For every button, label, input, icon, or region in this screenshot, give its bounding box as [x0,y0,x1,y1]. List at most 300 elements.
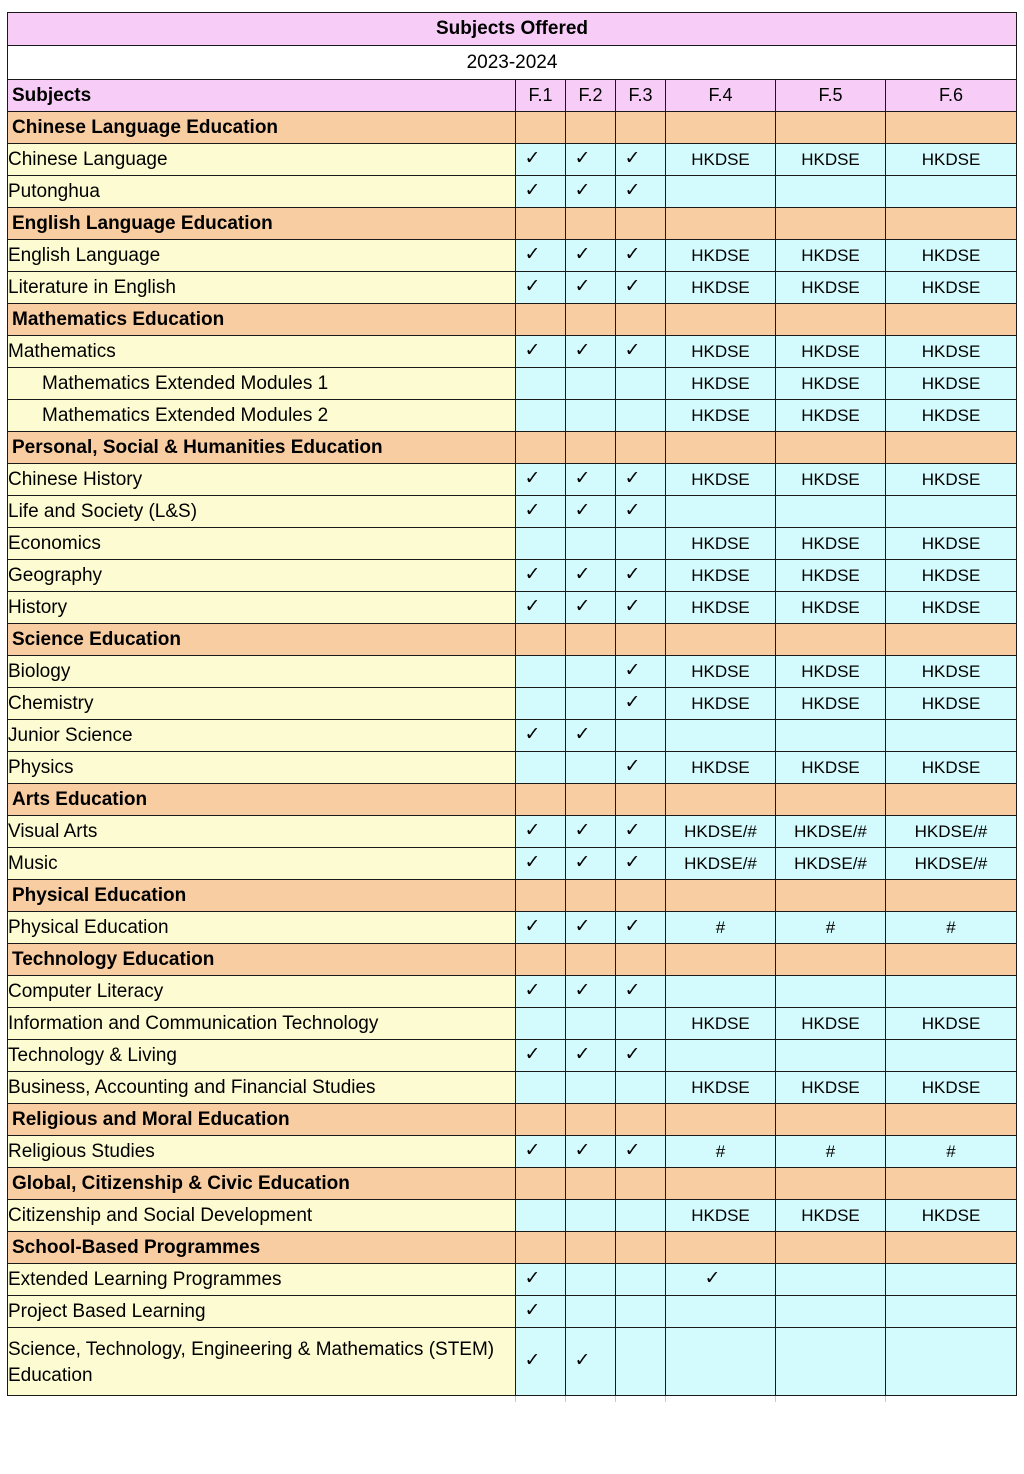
level-cell-f3 [616,848,666,880]
category-empty-cell [666,624,776,656]
category-empty-cell [616,1232,666,1264]
level-cell-f5 [776,752,886,784]
check-mark-icon: ✓ [524,338,541,361]
check-mark-icon: ✓ [524,1042,541,1065]
category-empty-cell [616,1168,666,1200]
level-cell-f6 [886,272,1017,304]
check-mark-icon: ✓ [574,722,591,745]
check-mark-icon: ✓ [574,850,591,873]
check-mark-icon: ✓ [624,562,641,585]
check-mark-icon: ✓ [624,850,641,873]
level-cell-f1 [516,400,566,432]
level-cell-f2 [566,496,616,528]
subject-row [8,656,1017,688]
category-empty-cell [886,1168,1017,1200]
level-cell-f6 [886,752,1017,784]
check-mark-icon: ✓ [574,338,591,361]
check-mark-icon: ✓ [524,466,541,489]
level-value: HKDSE [691,1077,750,1097]
check-mark-icon: ✓ [624,594,641,617]
check-mark-icon: ✓ [524,274,541,297]
category-empty-cell [516,432,566,464]
subject-label: Mathematics [8,336,516,368]
level-value: HKDSE [801,1013,860,1033]
category-empty-cell [566,208,616,240]
level-value: HKDSE [801,1077,860,1097]
level-value: HKDSE [691,565,750,585]
level-cell-f3 [616,144,666,176]
category-empty-cell [616,304,666,336]
category-empty-cell [776,624,886,656]
category-empty-cell [666,112,776,144]
level-cell-f6 [886,560,1017,592]
level-cell-f1 [516,336,566,368]
level-cell-f6 [886,1264,1017,1296]
level-value: HKDSE [801,245,860,265]
level-value: # [946,1141,956,1161]
check-mark-icon: ✓ [524,914,541,937]
subject-row [8,688,1017,720]
check-mark-icon: ✓ [574,178,591,201]
level-value: HKDSE [801,341,860,361]
gridline-cell [666,1396,776,1402]
level-cell-f1 [516,496,566,528]
category-empty-cell [666,784,776,816]
level-cell-f3 [616,464,666,496]
level-value: HKDSE [921,661,981,681]
subject-row [8,560,1017,592]
level-cell-f5 [776,1008,886,1040]
academic-year: 2023-2024 [8,46,1017,80]
level-cell-f5 [776,176,886,208]
check-mark-icon: ✓ [624,914,641,937]
header-f3: F.3 [616,80,666,112]
level-cell-f2 [566,976,616,1008]
check-mark-icon: ✓ [524,1266,541,1289]
level-cell-f5 [776,560,886,592]
level-value: HKDSE/# [914,821,988,841]
trailing-gridlines [8,1396,1017,1402]
category-empty-cell [616,208,666,240]
gridline-cell [776,1396,886,1402]
level-value: HKDSE [691,693,750,713]
level-cell-f1 [516,560,566,592]
check-mark-icon: ✓ [574,1348,591,1371]
level-cell-f2 [566,592,616,624]
level-cell-f1 [516,688,566,720]
subject-label: Chinese Language [8,144,516,176]
level-cell-f1 [516,272,566,304]
category-empty-cell [666,304,776,336]
level-value: HKDSE/# [794,821,867,841]
subject-row [8,1136,1017,1168]
level-value: HKDSE [691,245,750,265]
subject-row [8,1072,1017,1104]
subject-label: Physics [8,752,516,784]
level-cell-f4 [666,1328,776,1396]
subject-row [8,720,1017,752]
category-label: Mathematics Education [8,304,516,336]
level-cell-f6 [886,496,1017,528]
check-mark-icon: ✓ [524,1298,541,1321]
level-cell-f6 [886,656,1017,688]
level-value: HKDSE [921,693,981,713]
category-row [8,112,1017,144]
level-value: HKDSE/# [794,853,867,873]
category-empty-cell [886,208,1017,240]
category-row [8,1104,1017,1136]
level-cell-f5 [776,1296,886,1328]
level-value: HKDSE [691,597,750,617]
check-mark-icon: ✓ [524,1138,541,1161]
level-cell-f3 [616,176,666,208]
level-value: HKDSE [691,405,750,425]
level-cell-f1 [516,656,566,688]
category-empty-cell [566,880,616,912]
category-row [8,1168,1017,1200]
level-value: HKDSE/# [684,853,757,873]
subject-label: Project Based Learning [8,1296,516,1328]
category-label: Science Education [8,624,516,656]
level-cell-f5 [776,496,886,528]
category-empty-cell [666,1232,776,1264]
category-empty-cell [776,880,886,912]
category-empty-cell [516,784,566,816]
level-value: HKDSE [691,277,750,297]
level-cell-f4 [666,336,776,368]
level-cell-f3 [616,1136,666,1168]
header-f6: F.6 [886,80,1017,112]
level-cell-f5 [776,656,886,688]
check-mark-icon: ✓ [624,178,641,201]
level-value: HKDSE [691,341,750,361]
level-cell-f3 [616,240,666,272]
level-cell-f6 [886,1328,1017,1396]
level-value: # [825,917,836,937]
subject-row [8,496,1017,528]
level-cell-f6 [886,1200,1017,1232]
category-label: School-Based Programmes [8,1232,516,1264]
category-empty-cell [566,112,616,144]
level-value: HKDSE [691,149,750,169]
level-cell-f6 [886,144,1017,176]
category-empty-cell [666,1168,776,1200]
level-cell-f2 [566,1296,616,1328]
category-empty-cell [886,944,1017,976]
level-cell-f4 [666,560,776,592]
level-cell-f1 [516,240,566,272]
level-cell-f5 [776,1328,886,1396]
subject-label: Extended Learning Programmes [8,1264,516,1296]
level-cell-f5 [776,336,886,368]
subject-row [8,976,1017,1008]
subject-row [8,240,1017,272]
subject-row [8,144,1017,176]
check-mark-icon: ✓ [524,146,541,169]
level-value: HKDSE [801,277,860,297]
level-cell-f2 [566,144,616,176]
level-cell-f1 [516,368,566,400]
level-value: HKDSE [921,277,981,297]
level-cell-f2 [566,848,616,880]
category-label: Technology Education [8,944,516,976]
category-row [8,432,1017,464]
category-empty-cell [566,1232,616,1264]
subject-label: Chemistry [8,688,516,720]
check-mark-icon: ✓ [574,594,591,617]
level-cell-f5 [776,272,886,304]
check-mark-icon: ✓ [524,818,541,841]
category-row [8,208,1017,240]
check-mark-icon: ✓ [524,850,541,873]
subject-label: Religious Studies [8,1136,516,1168]
level-cell-f6 [886,176,1017,208]
level-value: # [715,917,726,937]
subject-label: Putonghua [8,176,516,208]
subject-label: Information and Communication Technology [8,1008,516,1040]
category-empty-cell [886,432,1017,464]
level-cell-f2 [566,656,616,688]
category-empty-cell [776,1104,886,1136]
subject-label: Music [8,848,516,880]
gridline-cell [616,1396,666,1402]
level-cell-f1 [516,1136,566,1168]
check-mark-icon: ✓ [524,722,541,745]
level-value: # [825,1141,836,1161]
subject-row [8,464,1017,496]
check-mark-icon: ✓ [574,146,591,169]
level-value: HKDSE [691,1013,750,1033]
level-cell-f3 [616,976,666,1008]
level-cell-f3 [616,336,666,368]
check-mark-icon: ✓ [574,466,591,489]
level-cell-f6 [886,592,1017,624]
level-cell-f2 [566,912,616,944]
level-cell-f4 [666,400,776,432]
level-cell-f1 [516,976,566,1008]
level-cell-f4 [666,816,776,848]
check-mark-icon: ✓ [624,274,641,297]
level-value: HKDSE [801,533,860,553]
level-cell-f1 [516,912,566,944]
category-empty-cell [666,1104,776,1136]
level-cell-f1 [516,528,566,560]
level-value: HKDSE [801,373,860,393]
level-cell-f5 [776,528,886,560]
level-cell-f4 [666,1200,776,1232]
category-empty-cell [616,624,666,656]
category-label: Personal, Social & Humanities Education [8,432,516,464]
category-empty-cell [886,624,1017,656]
level-cell-f2 [566,816,616,848]
check-mark-icon: ✓ [574,1042,591,1065]
level-cell-f2 [566,688,616,720]
level-cell-f5 [776,816,886,848]
level-cell-f5 [776,848,886,880]
level-value: HKDSE [921,565,981,585]
category-empty-cell [516,1168,566,1200]
level-cell-f1 [516,176,566,208]
level-cell-f3 [616,1072,666,1104]
level-cell-f1 [516,752,566,784]
category-row [8,880,1017,912]
category-empty-cell [666,944,776,976]
level-cell-f3 [616,1264,666,1296]
category-empty-cell [516,1104,566,1136]
level-cell-f2 [566,176,616,208]
year-row [8,46,1017,80]
level-cell-f2 [566,1200,616,1232]
level-cell-f3 [616,1008,666,1040]
level-cell-f3 [616,656,666,688]
check-mark-icon: ✓ [574,562,591,585]
level-value: HKDSE [921,469,981,489]
level-cell-f6 [886,464,1017,496]
category-empty-cell [516,208,566,240]
level-cell-f6 [886,848,1017,880]
check-mark-icon: ✓ [624,338,641,361]
level-cell-f3 [616,560,666,592]
header-subjects: Subjects [8,80,516,112]
subject-label: Technology & Living [8,1040,516,1072]
check-mark-icon: ✓ [624,146,641,169]
category-empty-cell [566,1104,616,1136]
check-mark-icon: ✓ [624,754,641,777]
level-cell-f4 [666,1296,776,1328]
level-cell-f5 [776,400,886,432]
category-empty-cell [566,624,616,656]
category-empty-cell [566,1168,616,1200]
subject-label: Mathematics Extended Modules 2 [8,400,516,432]
level-cell-f5 [776,912,886,944]
level-cell-f5 [776,1264,886,1296]
level-cell-f6 [886,816,1017,848]
level-cell-f6 [886,336,1017,368]
subject-row [8,368,1017,400]
category-empty-cell [516,944,566,976]
level-cell-f5 [776,368,886,400]
level-cell-f2 [566,560,616,592]
category-empty-cell [886,784,1017,816]
category-empty-cell [776,432,886,464]
category-empty-cell [516,112,566,144]
level-cell-f4 [666,368,776,400]
category-row [8,304,1017,336]
check-mark-icon: ✓ [574,274,591,297]
check-mark-icon: ✓ [524,978,541,1001]
subject-row [8,816,1017,848]
level-cell-f6 [886,400,1017,432]
category-empty-cell [776,944,886,976]
level-cell-f2 [566,752,616,784]
subject-label: Junior Science [8,720,516,752]
category-label: Physical Education [8,880,516,912]
subject-row [8,752,1017,784]
table-title: Subjects Offered [8,13,1017,46]
check-mark-icon: ✓ [574,242,591,265]
subject-label: Biology [8,656,516,688]
category-row [8,1232,1017,1264]
level-cell-f3 [616,592,666,624]
level-value: HKDSE [801,1205,860,1225]
level-value: HKDSE [691,373,750,393]
title-row [8,13,1017,46]
level-cell-f2 [566,1072,616,1104]
level-cell-f4 [666,528,776,560]
level-cell-f6 [886,368,1017,400]
subject-label: Literature in English [8,272,516,304]
level-value: HKDSE [801,661,860,681]
level-cell-f3 [616,912,666,944]
level-cell-f3 [616,272,666,304]
level-cell-f1 [516,1072,566,1104]
level-value: HKDSE [801,597,860,617]
check-mark-icon: ✓ [624,498,641,521]
level-cell-f2 [566,720,616,752]
check-mark-icon: ✓ [624,818,641,841]
level-value: HKDSE [921,533,981,553]
level-cell-f4 [666,720,776,752]
level-cell-f1 [516,592,566,624]
level-value: HKDSE [921,149,981,169]
category-row [8,944,1017,976]
level-cell-f6 [886,912,1017,944]
check-mark-icon: ✓ [524,242,541,265]
level-cell-f3 [616,1040,666,1072]
check-mark-icon: ✓ [624,658,641,681]
level-cell-f5 [776,464,886,496]
level-cell-f6 [886,720,1017,752]
category-empty-cell [776,304,886,336]
level-cell-f1 [516,1040,566,1072]
level-cell-f4 [666,1136,776,1168]
level-cell-f4 [666,592,776,624]
check-mark-icon: ✓ [524,178,541,201]
level-cell-f3 [616,400,666,432]
level-cell-f2 [566,1008,616,1040]
category-empty-cell [666,432,776,464]
level-cell-f1 [516,816,566,848]
level-value: HKDSE [801,149,860,169]
category-label: Global, Citizenship & Civic Education [8,1168,516,1200]
subject-label: Science, Technology, Engineering & Mathematics (STEM) Education [8,1328,516,1396]
header-f1: F.1 [516,80,566,112]
level-cell-f1 [516,720,566,752]
subject-label: Life and Society (L&S) [8,496,516,528]
level-cell-f3 [616,816,666,848]
subject-row [8,400,1017,432]
level-cell-f5 [776,1040,886,1072]
subject-row [8,1040,1017,1072]
category-empty-cell [516,1232,566,1264]
level-cell-f4 [666,240,776,272]
level-value: HKDSE [801,565,860,585]
category-empty-cell [776,208,886,240]
subject-row [8,1296,1017,1328]
level-cell-f2 [566,240,616,272]
level-cell-f4 [666,1072,776,1104]
level-cell-f5 [776,240,886,272]
category-row [8,624,1017,656]
subject-row [8,1200,1017,1232]
level-cell-f4 [666,688,776,720]
category-empty-cell [776,1232,886,1264]
level-cell-f5 [776,592,886,624]
level-value: HKDSE [921,341,981,361]
subject-label: Visual Arts [8,816,516,848]
category-empty-cell [566,432,616,464]
level-cell-f4 [666,1264,776,1296]
